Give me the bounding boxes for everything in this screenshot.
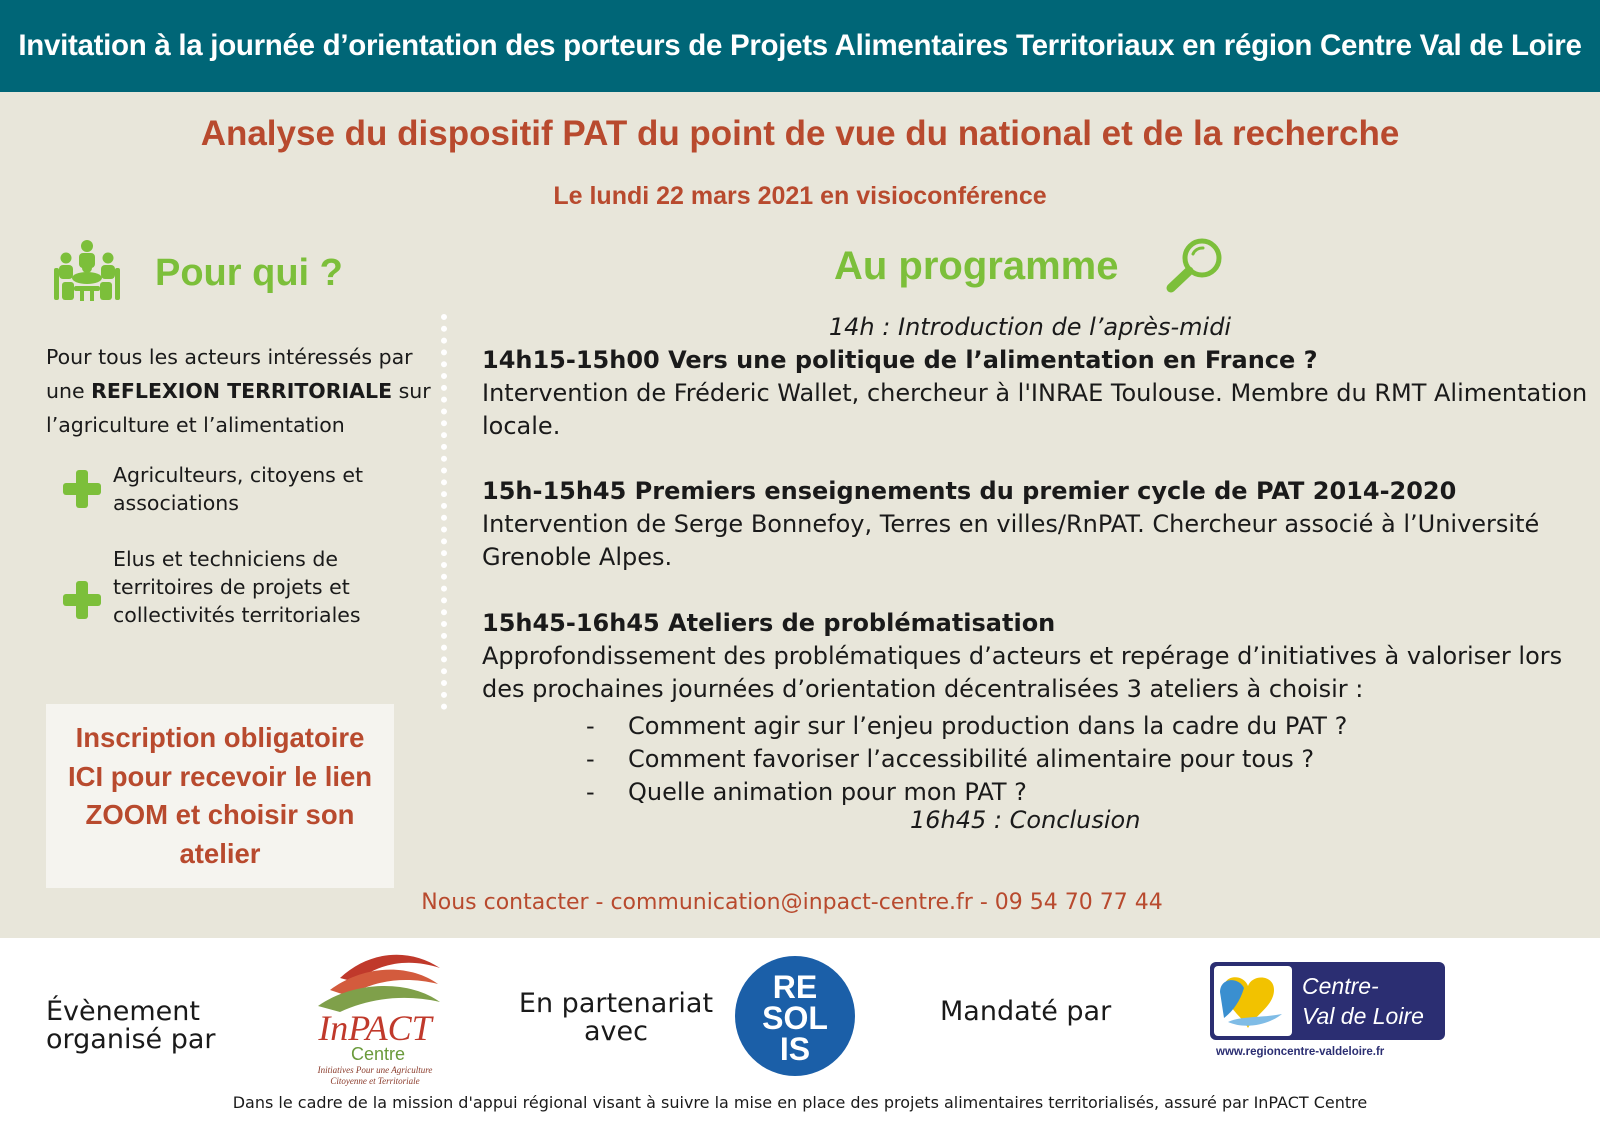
audience-intro <box>46 340 436 442</box>
list-item <box>586 710 1347 743</box>
inpact-logo-sub: Centre <box>350 1044 406 1064</box>
session-heading: 14h15-15h00 Vers une politique de l’alimentation en France ? <box>482 346 1318 374</box>
contact-line <box>0 890 1600 915</box>
workshop-list <box>586 710 1347 809</box>
programme-session <box>482 344 1592 443</box>
region-logo-text: Val de Loire <box>1302 1003 1424 1029</box>
workshop-label: Quelle animation pour mon PAT ? <box>628 778 1027 806</box>
programme-session <box>482 475 1592 574</box>
resolis-logo-text: IS <box>779 1031 811 1067</box>
programme-intro: 14h : Introduction de l’après-midi <box>828 313 1232 341</box>
plus-icon <box>63 581 101 619</box>
region-logo-url: www.regioncentre-valdeloire.fr <box>1216 1046 1385 1058</box>
list-item <box>586 776 1347 809</box>
magnifier-icon <box>1165 236 1227 294</box>
organised-by-label: Évènement organisé par <box>46 996 216 1055</box>
top-banner <box>0 0 1600 92</box>
resolis-logo <box>734 955 856 1077</box>
banner-title: Invitation à la journée d’orientation des porteurs de Projets Alimentaires Territoriaux en région Centre Val de Loire <box>18 29 1582 62</box>
programme-conclusion: 16h45 : Conclusion <box>910 806 1141 834</box>
inpact-logo-name: InPACT <box>318 1008 432 1048</box>
registration-link[interactable]: Inscription obligatoire ICI pour recevoir le lien ZOOM et choisir son atelier <box>67 722 373 869</box>
audience-item: Agriculteurs, citoyens et associations <box>113 463 364 515</box>
resolis-logo-text: RE <box>772 969 818 1005</box>
audience-intro-highlight: REFLEXION TERRITORIALE <box>91 379 393 403</box>
region-logo <box>1210 962 1445 1060</box>
list-item <box>586 743 1347 776</box>
inpact-logo-tagline: Initiatives Pour une Agriculture <box>317 1065 433 1075</box>
registration-box[interactable] <box>46 704 394 888</box>
list-bullet: - <box>586 778 595 806</box>
inpact-logo-tagline: Citoyenne et Territoriale <box>330 1076 420 1086</box>
partnership-label: En partenariat avec <box>518 988 714 1047</box>
list-bullet: - <box>586 745 595 773</box>
contact-text[interactable]: Nous contacter - communication@inpact-centre.fr - 09 54 70 77 44 <box>421 890 1163 915</box>
audience-title: Pour qui ? <box>155 252 343 294</box>
column-divider <box>441 314 447 710</box>
workshop-label: Comment favoriser l’accessibilité alimentaire pour tous ? <box>628 745 1315 773</box>
resolis-logo-text: SOL <box>762 1000 828 1036</box>
people-group-icon <box>52 238 122 308</box>
audience-intro-text: Pour tous les acteurs intéressés par une <box>46 345 413 403</box>
plus-icon <box>63 470 101 508</box>
session-body: Approfondissement des problématiques d’acteurs et repérage d’initiatives à valoriser lors des prochaines journées d’orientation décentralisées 3 ateliers à choisir : <box>482 642 1563 703</box>
event-date: Le lundi 22 mars 2021 en visioconférence <box>553 182 1047 210</box>
page-title: Analyse du dispositif PAT du point de vue du national et de la recherche <box>200 114 1400 153</box>
list-bullet: - <box>586 712 595 740</box>
programme-session <box>482 607 1592 706</box>
footer-note: Dans le cadre de la mission d'appui régional visant à suivre la mise en place des projets alimentaires territorialisés, assuré par InPACT Centre <box>232 1093 1368 1112</box>
region-logo-text: Centre- <box>1302 973 1379 999</box>
audience-intro-text-end: sur l’agriculture et l’alimentation <box>46 379 431 437</box>
programme-title: Au programme <box>834 244 1119 288</box>
workshop-label: Comment agir sur l’enjeu production dans la cadre du PAT ? <box>628 712 1348 740</box>
session-heading: 15h-15h45 Premiers enseignements du premier cycle de PAT 2014-2020 <box>482 477 1457 505</box>
session-heading: 15h45-16h45 Ateliers de problématisation <box>482 609 1056 637</box>
mandated-by-label: Mandaté par <box>940 996 1112 1027</box>
session-body: Intervention de Fréderic Wallet, chercheur à l'INRAE Toulouse. Membre du RMT Alimentation locale. <box>482 379 1588 440</box>
session-body: Intervention de Serge Bonnefoy, Terres en villes/RnPAT. Chercheur associé à l’Université Grenoble Alpes. <box>482 510 1540 571</box>
inpact-logo <box>300 950 450 1088</box>
audience-item: Elus et techniciens de territoires de projets et collectivités territoriales <box>113 547 361 627</box>
